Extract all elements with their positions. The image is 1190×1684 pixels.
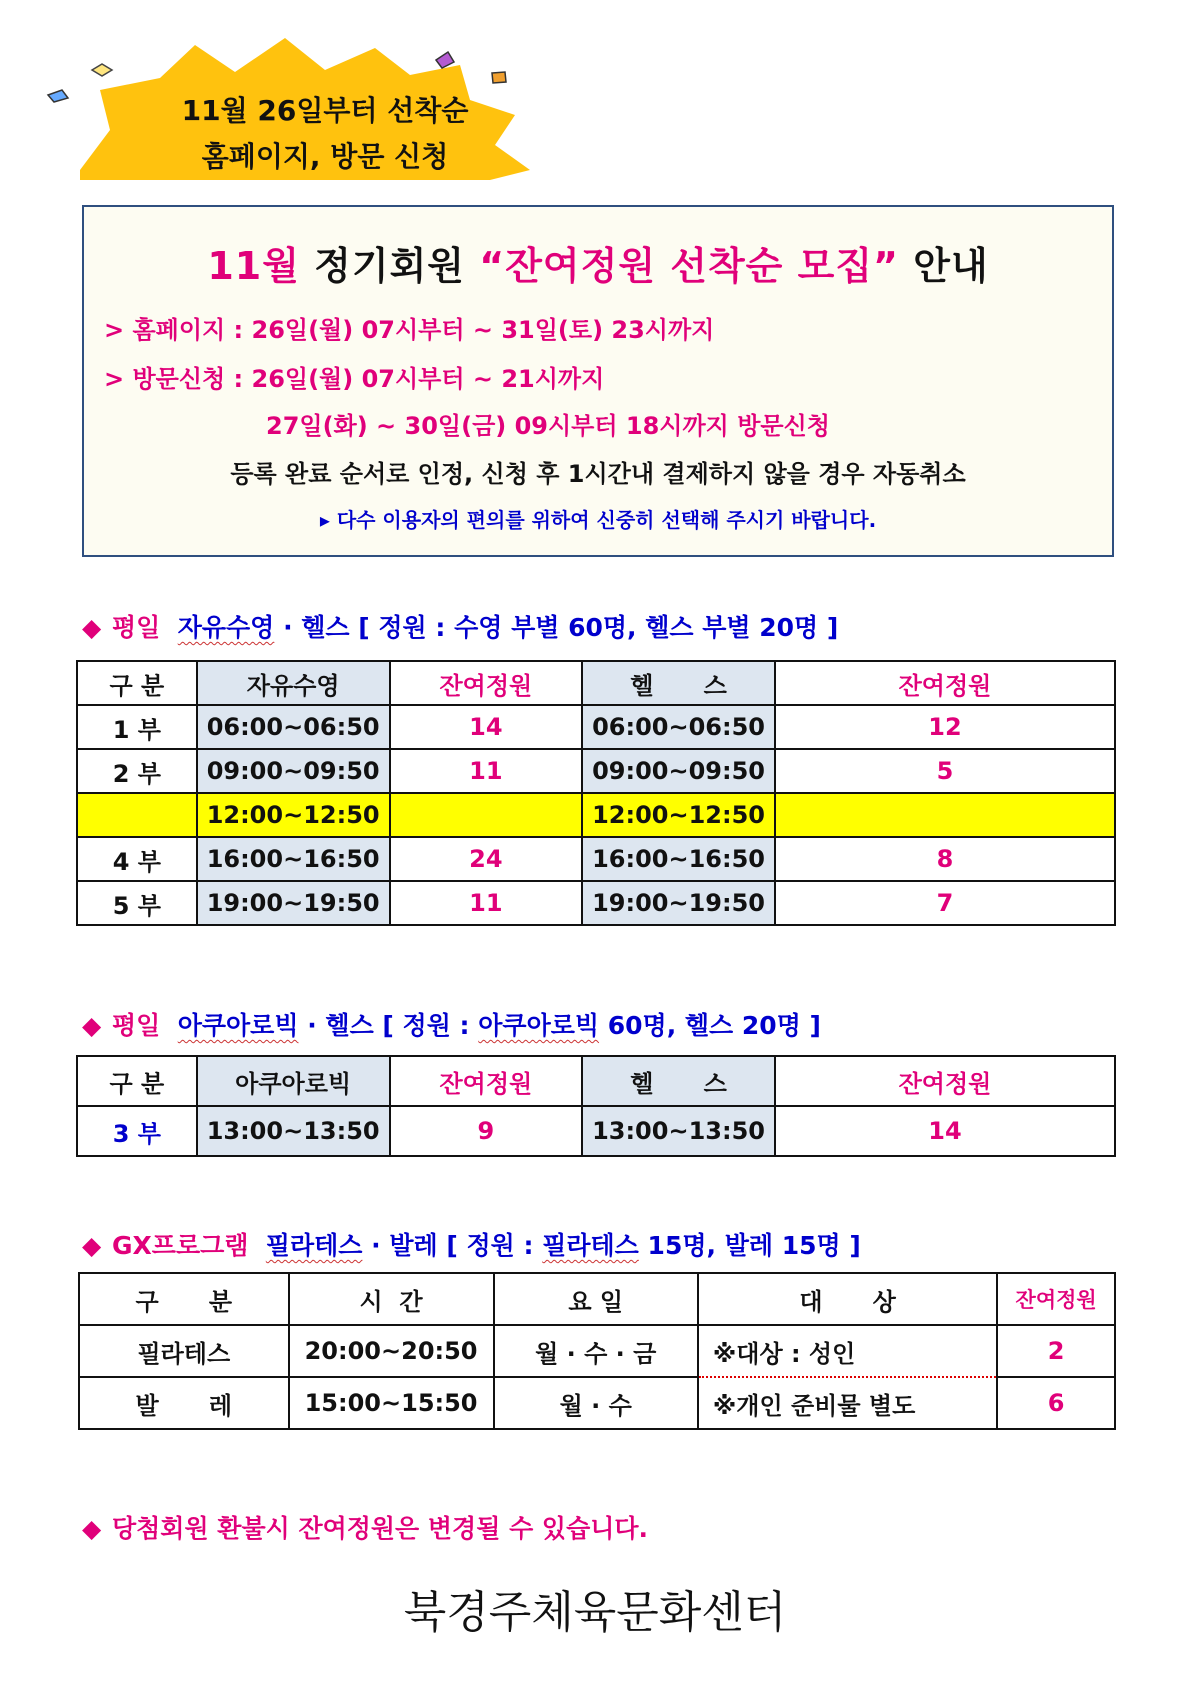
gx-program-table bbox=[78, 1272, 1116, 1430]
heading-capacity: · 헬스 [ 정원 : bbox=[307, 1011, 470, 1040]
time-cell: 12:00~12:50 bbox=[197, 793, 390, 837]
session-cell: 1 부 bbox=[77, 705, 197, 749]
heading-capacity-2: 15명, 발레 15명 ] bbox=[647, 1231, 861, 1260]
heading-gx: GX프로그램 bbox=[112, 1231, 249, 1260]
table-header: 잔여정원 bbox=[997, 1273, 1115, 1325]
time-cell: 09:00~09:50 bbox=[197, 749, 390, 793]
heading-capacity: · 헬스 [ 정원 : 수영 부별 60명, 헬스 부별 20명 ] bbox=[283, 613, 839, 642]
remaining-cell: 2 bbox=[997, 1325, 1115, 1377]
notice-box bbox=[82, 205, 1114, 557]
swim-health-table bbox=[76, 660, 1116, 926]
diamond-icon: ◆ bbox=[82, 613, 102, 642]
table-header: 구 분 bbox=[79, 1273, 289, 1325]
remaining-cell: 12 bbox=[775, 705, 1115, 749]
day-cell: 월 · 수 · 금 bbox=[494, 1325, 698, 1377]
table-row bbox=[77, 881, 1115, 925]
table-header: 잔여정원 bbox=[775, 661, 1115, 705]
heading-program-2: 아쿠아로빅 bbox=[478, 1011, 600, 1040]
target-cell: ※개인 준비물 별도 bbox=[698, 1377, 997, 1429]
remaining-cell bbox=[775, 793, 1115, 837]
time-cell: 16:00~16:50 bbox=[197, 837, 390, 881]
session-cell bbox=[77, 793, 197, 837]
confetti-icon bbox=[436, 52, 454, 68]
notice-homepage-period: > 홈페이지 : 26일(월) 07시부터 ~ 31일(토) 23시까지 bbox=[104, 316, 715, 344]
table-row bbox=[77, 749, 1115, 793]
table-row bbox=[79, 1325, 1115, 1377]
badge-line-1: 11월 26일부터 선착순 bbox=[181, 94, 469, 127]
remaining-cell: 5 bbox=[775, 749, 1115, 793]
table-header: 잔여정원 bbox=[390, 1056, 582, 1106]
badge-line-2: 홈페이지, 방문 신청 bbox=[201, 140, 449, 173]
notice-visit-period-2: 27일(화) ~ 30일(금) 09시부터 18시까지 방문신청 bbox=[266, 412, 830, 440]
table-header: 구 분 bbox=[77, 1056, 197, 1106]
diamond-icon: ◆ bbox=[82, 1231, 102, 1260]
table-row-highlighted bbox=[77, 793, 1115, 837]
remaining-cell bbox=[390, 793, 582, 837]
session-cell: 5 부 bbox=[77, 881, 197, 925]
table-header: 요 일 bbox=[494, 1273, 698, 1325]
confetti-icon bbox=[92, 64, 112, 76]
time-cell: 09:00~09:50 bbox=[582, 749, 775, 793]
table-header: 시 간 bbox=[289, 1273, 494, 1325]
table-header-row bbox=[79, 1273, 1115, 1325]
center-name: 북경주체육문화센터 bbox=[403, 1587, 787, 1638]
table-header-row bbox=[77, 661, 1115, 705]
session-cell: 3 부 bbox=[77, 1106, 197, 1156]
badge-text bbox=[160, 88, 490, 180]
time-cell: 12:00~12:50 bbox=[582, 793, 775, 837]
notice-request: ▸ 다수 이용자의 편의를 위하여 신중히 선택해 주시기 바랍니다. bbox=[319, 508, 877, 532]
notice-payment-rule: 등록 완료 순서로 인정, 신청 후 1시간내 결제하지 않을 경우 자동취소 bbox=[230, 460, 966, 488]
table-header: 대 상 bbox=[698, 1273, 997, 1325]
target-cell: ※대상 : 성인 bbox=[698, 1325, 997, 1377]
remaining-cell: 7 bbox=[775, 881, 1115, 925]
notice-title-month: 11월 bbox=[207, 244, 300, 288]
notice-title-member: 정기회원 bbox=[314, 244, 465, 288]
table-header: 잔여정원 bbox=[390, 661, 582, 705]
table-row bbox=[79, 1377, 1115, 1429]
remaining-cell: 6 bbox=[997, 1377, 1115, 1429]
section-heading-swim-health bbox=[82, 608, 838, 644]
time-cell: 19:00~19:50 bbox=[582, 881, 775, 925]
time-cell: 19:00~19:50 bbox=[197, 881, 390, 925]
time-cell: 06:00~06:50 bbox=[582, 705, 775, 749]
table-header: 헬 스 bbox=[582, 661, 775, 705]
heading-capacity-2: 60명, 헬스 20명 ] bbox=[607, 1011, 821, 1040]
time-cell: 15:00~15:50 bbox=[289, 1377, 494, 1429]
program-cell: 발 레 bbox=[79, 1377, 289, 1429]
table-header: 구 분 bbox=[77, 661, 197, 705]
notice-title bbox=[84, 235, 1112, 290]
time-cell: 13:00~13:50 bbox=[582, 1106, 775, 1156]
time-cell: 16:00~16:50 bbox=[582, 837, 775, 881]
time-cell: 06:00~06:50 bbox=[197, 705, 390, 749]
notice-visit-period: > 방문신청 : 26일(월) 07시부터 ~ 21시까지 bbox=[104, 365, 605, 393]
remaining-cell: 14 bbox=[775, 1106, 1115, 1156]
time-cell: 13:00~13:50 bbox=[197, 1106, 390, 1156]
table-header-row bbox=[77, 1056, 1115, 1106]
heading-program: 자유수영 bbox=[177, 613, 275, 642]
section-heading-aqua-health bbox=[82, 1006, 821, 1042]
session-cell: 2 부 bbox=[77, 749, 197, 793]
remaining-cell: 11 bbox=[390, 881, 582, 925]
heading-program: 필라테스 bbox=[265, 1231, 363, 1260]
remaining-cell: 11 bbox=[390, 749, 582, 793]
table-header: 헬 스 bbox=[582, 1056, 775, 1106]
table-row bbox=[77, 705, 1115, 749]
notice-title-tail: 안내 bbox=[913, 244, 989, 288]
table-row bbox=[77, 1106, 1115, 1156]
diamond-icon: ◆ bbox=[82, 1514, 102, 1543]
heading-weekday: 평일 bbox=[112, 1011, 161, 1040]
heading-capacity: · 발레 [ 정원 : bbox=[371, 1231, 534, 1260]
refund-note bbox=[82, 1509, 648, 1545]
heading-program-2: 필라테스 bbox=[542, 1231, 639, 1260]
confetti-icon bbox=[48, 90, 68, 102]
notice-title-quote: “잔여정원 선착순 모집” bbox=[479, 244, 900, 288]
confetti-icon bbox=[492, 72, 506, 83]
diamond-icon: ◆ bbox=[82, 1011, 102, 1040]
table-header: 아쿠아로빅 bbox=[197, 1056, 390, 1106]
program-cell: 필라테스 bbox=[79, 1325, 289, 1377]
table-row bbox=[77, 837, 1115, 881]
time-cell: 20:00~20:50 bbox=[289, 1325, 494, 1377]
heading-program: 아쿠아로빅 bbox=[177, 1011, 299, 1040]
session-cell: 4 부 bbox=[77, 837, 197, 881]
remaining-cell: 24 bbox=[390, 837, 582, 881]
section-heading-gx-program bbox=[82, 1226, 861, 1262]
remaining-cell: 8 bbox=[775, 837, 1115, 881]
announcement-badge bbox=[40, 20, 560, 220]
refund-note-text: 당첨회원 환불시 잔여정원은 변경될 수 있습니다. bbox=[112, 1514, 649, 1543]
table-header: 자유수영 bbox=[197, 661, 390, 705]
aqua-health-table bbox=[76, 1055, 1116, 1157]
day-cell: 월 · 수 bbox=[494, 1377, 698, 1429]
table-header: 잔여정원 bbox=[775, 1056, 1115, 1106]
heading-weekday: 평일 bbox=[112, 613, 161, 642]
remaining-cell: 9 bbox=[390, 1106, 582, 1156]
remaining-cell: 14 bbox=[390, 705, 582, 749]
